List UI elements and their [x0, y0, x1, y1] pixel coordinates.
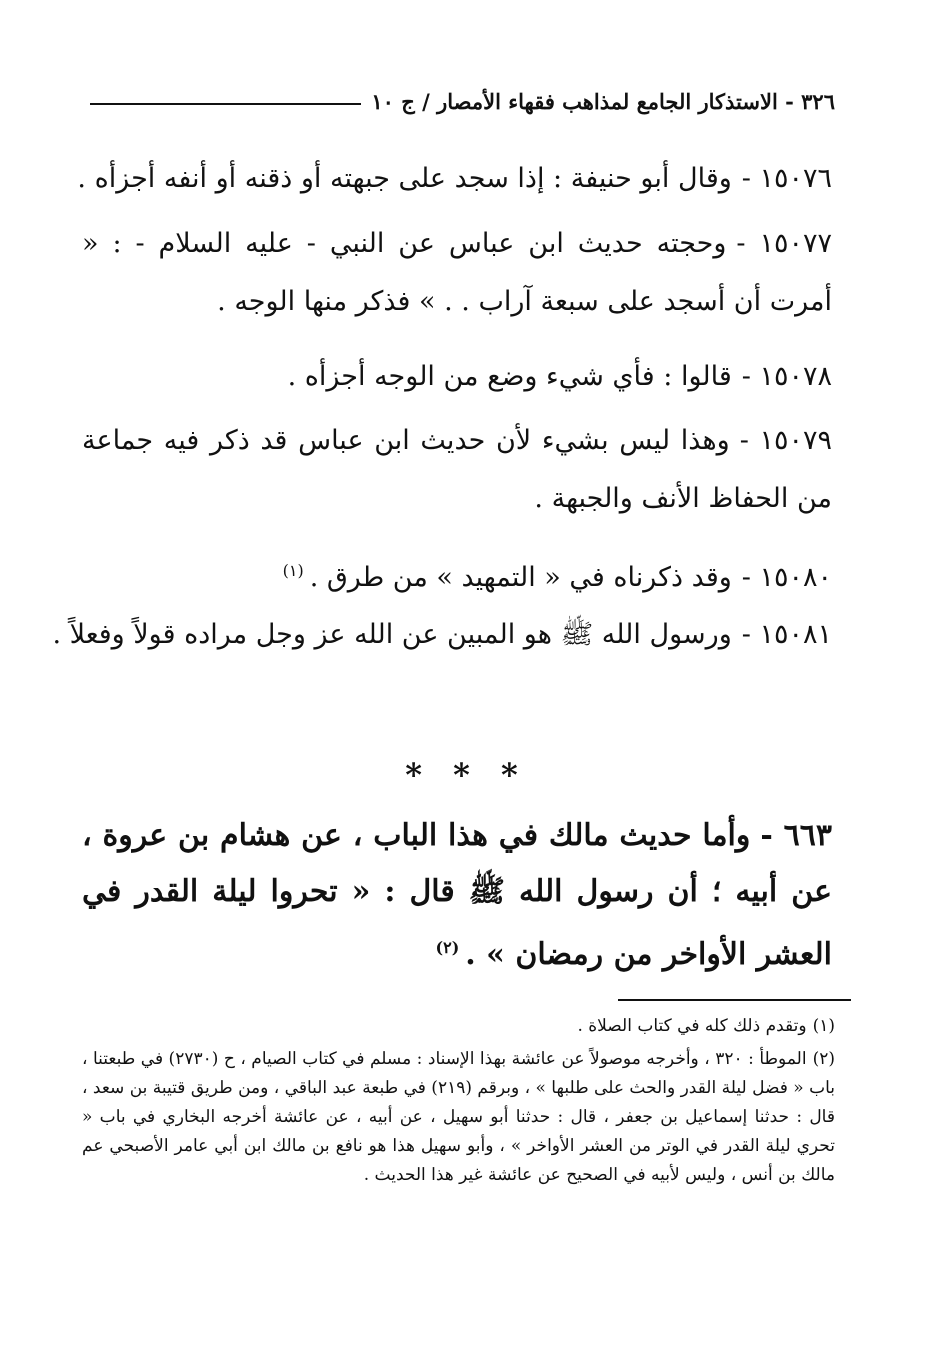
- header-title: ٣٢٦ - الاستذكار الجامع لمذاهب فقهاء الأمصار / ج ١٠: [371, 88, 835, 114]
- paragraph-15080: [82, 542, 832, 607]
- paragraph-number: ١٥٠٧٦ -: [741, 163, 832, 194]
- paragraph-text: ورسول الله ﷺ هو المبين عن الله عز وجل مراده قولاً وفعلاً .: [52, 619, 732, 650]
- hadith-number: ٦٦٣ -: [760, 818, 832, 853]
- footnote-reference: (١): [282, 561, 304, 580]
- footnote-mark: (٢): [812, 1049, 835, 1069]
- hadith-663: [82, 808, 832, 983]
- paragraph-text: قالوا : فأي شيء وضع من الوجه أجزأه .: [287, 361, 732, 392]
- paragraph-15081: [52, 606, 832, 664]
- footnote-1: [82, 1012, 835, 1041]
- footnote-text: الموطأ : ٣٢٠ ، وأخرجه موصولاً عن عائشة بهذا الإسناد : مسلم في كتاب الصيام ، ح (٢٧٣٠) في طبعتنا ، باب « فضل ليلة القدر والحث على طلبها » ، وبرقم (٢١٩) في طبعة عبد الباقي ، ومن طريق قتيبة بن سعد ، قال : حدثنا إسماعيل بن جعفر ، قال : حدثنا أبو سهيل ، عن أبيه ، عن عائشة أخرجه البخاري في باب « تحري ليلة القدر في الوتر من العشر الأواخر » ، وأبو سهيل هذا هو نافع بن مالك ابن أبي عامر الأصبحي عم مالك بن أنس ، وليس لأبيه في الصحيح عن عائشة غير هذا الحديث .: [82, 1049, 835, 1185]
- paragraph-15077: [82, 215, 832, 331]
- section-separator: * * *: [405, 756, 528, 794]
- header-rule: [90, 103, 361, 105]
- paragraph-15078: [82, 348, 832, 406]
- footnote-text: وتقدم ذلك كله في كتاب الصلاة .: [577, 1016, 807, 1036]
- footnotes: [82, 1012, 835, 1194]
- paragraph-number: ١٥٠٧٧ -: [736, 228, 832, 259]
- paragraph-15079: [82, 412, 832, 528]
- paragraph-number: ١٥٠٨٠ -: [741, 562, 832, 593]
- paragraph-text: وقال أبو حنيفة : إذا سجد على جبهته أو ذقنه أو أنفه أجزأه .: [77, 163, 732, 194]
- paragraph-text: وهذا ليس بشيء لأن حديث ابن عباس قد ذكر فيه جماعة من الحفاظ الأنف والجبهة .: [82, 425, 832, 514]
- paragraph-number: ١٥٠٧٨ -: [741, 361, 832, 392]
- footnote-2: [82, 1045, 835, 1190]
- paragraph-number: ١٥٠٨١ -: [741, 619, 832, 650]
- footnote-divider: [618, 999, 851, 1001]
- footnote-reference: (٢): [435, 938, 460, 957]
- hadith-text: وأما حديث مالك في هذا الباب ، عن هشام بن عروة ، عن أبيه ؛ أن رسول الله ﷺ قال : « تحروا ليلة القدر في العشر الأواخر من رمضان » .: [82, 818, 832, 972]
- paragraph-number: ١٥٠٧٩ -: [739, 425, 832, 456]
- footnote-mark: (١): [812, 1016, 835, 1036]
- paragraph-text: وقد ذكرناه في « التمهيد » من طرق .: [309, 562, 732, 593]
- paragraph-text: وحجته حديث ابن عباس عن النبي - عليه السلام - : « أمرت أن أسجد على سبعة آراب . . » فذكر منها الوجه .: [82, 228, 832, 317]
- paragraph-15076: [77, 150, 832, 208]
- running-header: [90, 84, 835, 118]
